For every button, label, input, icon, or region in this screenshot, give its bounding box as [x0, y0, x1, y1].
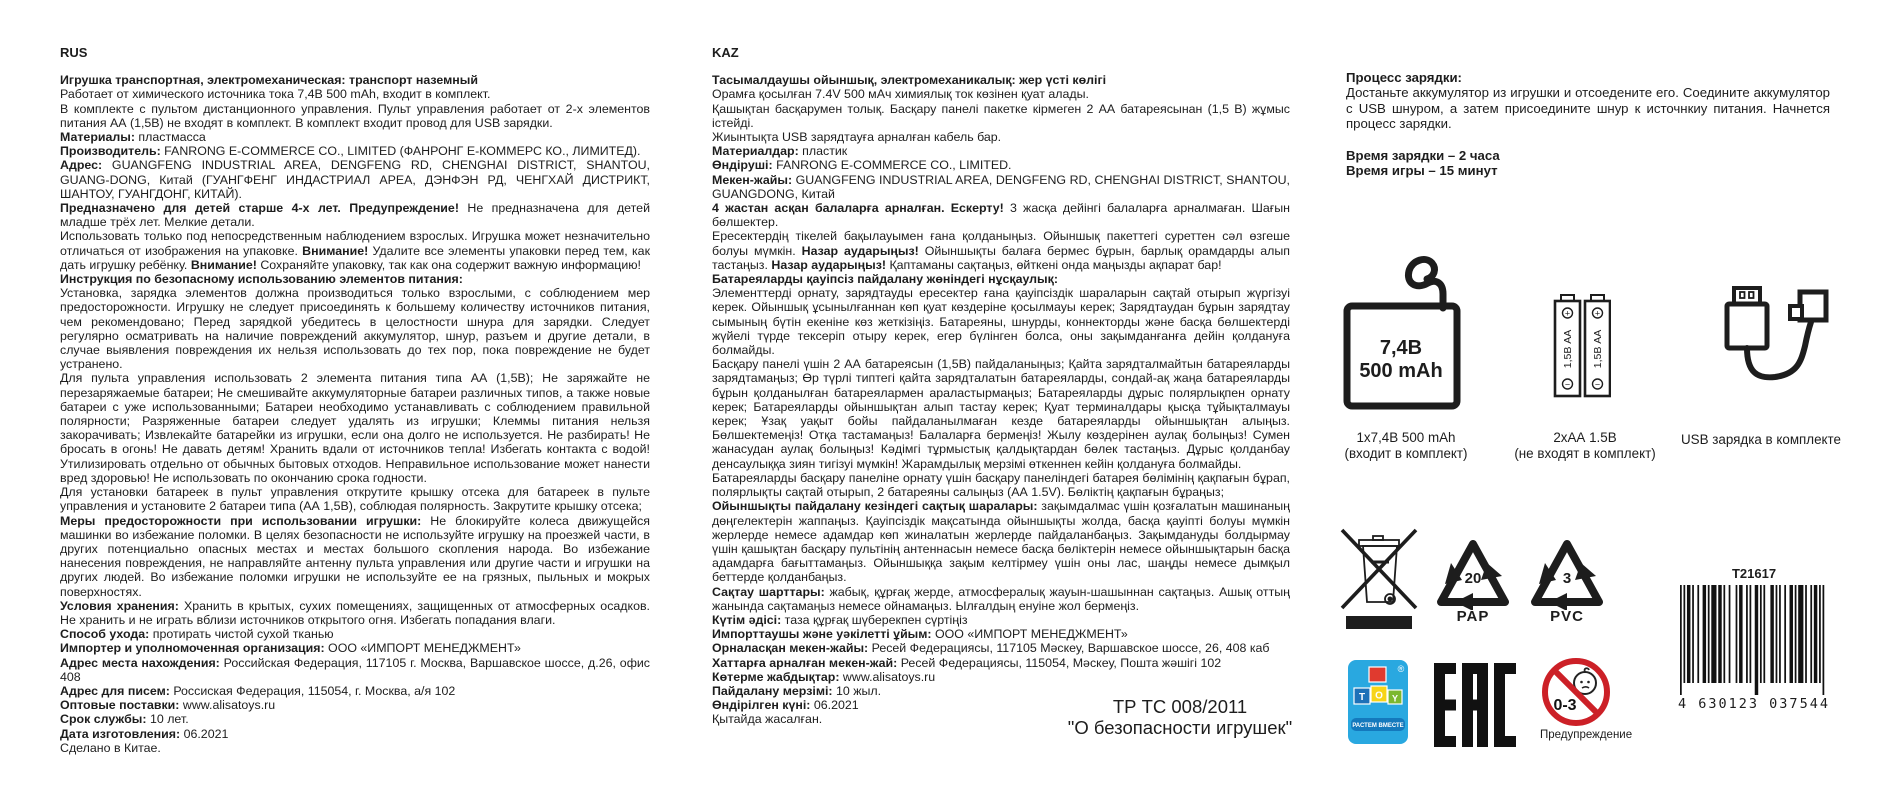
text-run: Использовать только под непосредственным наблюдением взрослых. Игрушка может незначительно отличаться от изображения на упаковке. [60, 229, 650, 258]
paragraph [712, 499, 1290, 584]
battery-pack-figure [1343, 252, 1483, 412]
text-run: Сохраняйте упаковку, так как она содержит важную информацию! [256, 257, 641, 272]
barcode-bar [1746, 585, 1748, 683]
paragraph [712, 73, 1290, 87]
barcode-bar [1708, 585, 1710, 683]
svg-text:Y: Y [1391, 693, 1399, 704]
paragraph [712, 656, 1290, 670]
paragraph [712, 670, 1290, 684]
paragraph [60, 130, 650, 144]
barcode-bar [1680, 585, 1682, 695]
text-run: Для установки батареек в пульт управления открутите крышку отсека для батареек в пульте управления и установите 2 батареи типа (АА 1,5В), соблюдая полярность. Закрутите крышку отсека; [60, 485, 650, 514]
barcode-bar [1683, 585, 1685, 683]
paragraph [60, 144, 650, 158]
barcode-bar [1723, 585, 1725, 683]
barcode-bar [1750, 585, 1752, 683]
text-run: Ресей Федерациясы, 115054, Мәскеу, Пошта жәшігі 102 [897, 655, 1222, 670]
text-run: Ресей Федерациясы, 117105 Мәскеу, Варшавское шоссе, 26, 408 каб [868, 641, 1270, 656]
aa-batteries-caption [1505, 430, 1665, 462]
recycling-pvc-number: 3 [1562, 570, 1572, 587]
bold-text-run: Көтерме жабдықтар: [712, 669, 840, 684]
barcode-code: T21617 [1731, 566, 1777, 581]
paragraph [60, 599, 650, 627]
battery-pack-caption [1328, 430, 1484, 462]
bold-text-run: Адрес: [60, 158, 103, 173]
paragraph [60, 201, 650, 229]
paragraph [60, 627, 650, 641]
paragraph [712, 144, 1290, 158]
text-run: Российская Федерация, 117105 г. Москва, Варшавское шоссе, д.26, офис 408 [60, 655, 651, 684]
crossed-out-bin-icon [1340, 528, 1418, 632]
text-run: GUANGFENG INDUSTRIAL AREA, DENGFENG RD, CHENGHAI DISTRICT, SHANTOU, GUANGDONG, Китай [712, 172, 1290, 201]
tr-tc-line2: "О безопасности игрушек" [1067, 717, 1293, 738]
barcode-bar [1760, 585, 1762, 683]
aa-batteries-figure [1553, 294, 1611, 398]
text-run: ООО «ИМПОРТ МЕНЕДЖМЕНТ» [931, 627, 1128, 642]
bold-text-run: Күтім әдісі: [712, 612, 782, 627]
text-run: FANRONG E-COMMERCE CO., LIMITED. [772, 158, 1012, 173]
barcode-bar [1810, 585, 1812, 683]
bold-text-run: Назар аударыңыз! [771, 257, 886, 272]
text-run: В комплекте с пультом дистанционного управления. Пульт управления работает от 2-х элементов питания АА (1,5В) не входят в комплект. В комплект входит провод для USB зарядки. [60, 101, 650, 130]
barcode-bar [1823, 585, 1825, 695]
paragraph [712, 471, 1290, 499]
text-run: Для пульта управления использовать 2 элемента питания типа АА (1,5В); Не заряжайте не перезаряжаемые батареи; Не смешивайте аккумуляторные батареи различных типов, а также новые батареи с уже использованными; Батареи необходимо устанавливать с соблюдением правильной полярности; Разряженные батареи следует удалять из игрушки; Клеммы питания нельзя закорачивать; Извлекайте батарейки из игрушки, если она долго не используется. Не разбирать! Не бросать в огонь! Не давать детям! Хранить вдали от источников тепла! Избегать контакта с водой! Утилизировать отдельно от обычных бытовых отходов. Неправильное использование может нанести вред здоровью! Не использовать по окончанию срока годности. [60, 371, 650, 485]
text-run: протирать чистой сухой тканью [149, 627, 334, 642]
paragraph [712, 613, 1290, 627]
barcode-bar [1770, 585, 1773, 683]
barcode-bar [1814, 585, 1817, 683]
toy-logo-figure [1348, 660, 1408, 744]
kaz-paragraphs [712, 73, 1290, 726]
paragraph [60, 229, 650, 272]
aa-caption-line2: (не входят в комплект) [1514, 445, 1656, 461]
barcode-bar [1739, 585, 1742, 683]
registered-mark: ® [1397, 664, 1405, 674]
barcode-bar [1692, 585, 1694, 683]
text-run: Қаптаманы сақтаңыз, өйткені онда маңызды ақпарат бар! [886, 257, 1222, 272]
text-run: пластик [798, 144, 848, 159]
text-run: Элементтерді орнату, зарядтауды ересектер ғана қауіпсіздік шараларын сақтай отырып жүргізуі керек. Ойыншық ұсынылғаннан көп қуат көздеріне қосылмауы керек; Зарядтаудан бұрын зарядтау сымының бүтін екеніне көз жеткізіңіз. Батареяны, шнурды, коннекторды және басқа бөлшектерді жүйелі түрде тексеріп отыру керек, егер бүлінген болса, оны зақымданғанға дейін қолдануға болмайды. [712, 286, 1290, 358]
paragraph [712, 87, 1290, 101]
paragraph [60, 102, 650, 130]
usb-cable-figure [1722, 284, 1832, 398]
text-run: www.alisatoys.ru [839, 669, 936, 684]
text-run: Батареяларды басқару панеліне орнату үшін басқару панеліндегі батарея бөлімінің қақпағын бұрап, полярлықты сақтай отырып, 2 батареяны салыңыз (АА 1.5V). Бөліктің қақпағын бұраңыз; [712, 470, 1290, 500]
minus-symbol: − [1564, 379, 1571, 390]
paragraph [60, 698, 650, 712]
bold-text-run: Меры предосторожности при использовании игрушки: [60, 513, 422, 528]
paragraph [60, 656, 650, 684]
bold-text-run: Импорттаушы және уәкілетті ұйым: [712, 627, 932, 642]
text-run: таза құрғақ шүберекпен сүртіңіз [781, 612, 968, 627]
bold-text-run: Адрес для писем: [60, 683, 170, 698]
paragraph [60, 371, 650, 485]
paragraph [712, 173, 1290, 201]
kaz-header: KAZ [712, 45, 739, 60]
text-run: ООО «ИМПОРТ МЕНЕДЖМЕНТ» [324, 641, 521, 656]
barcode-bar [1795, 585, 1797, 683]
text-run: Ойыншықты балаға бермес бұрын, барлық орамдарды алып тастаңыз. [712, 243, 1291, 272]
paragraph [60, 87, 650, 101]
bold-text-run: Тасымалдаушы ойыншық, электромеханикалық: жер үсті көлігі [712, 73, 1107, 88]
barcode-bar [1755, 585, 1758, 695]
paragraph [60, 514, 650, 599]
eac-mark-icon [1434, 663, 1516, 747]
charging-info [1346, 70, 1830, 178]
text-run: Қытайда жасалған. [712, 712, 823, 727]
text-run: Басқару панелі үшін 2 АА батареясын (1,5В) пайдаланыңыз; Қайта зарядталмайтын батареяларды зарядтамаңыз; Өр түрлі типтегі қайта зарядталатын батареяларды, сондай-ақ жаңа батареяларды бұрын қолданылған батареялармен араластырмаңыз; Батареяларды дұрыс полярлықпен орнату керек; Батареяларды ойыншықтан алып тастау керек; Қуат терминалдары қысқа тұйықталмауы керек; Ұзақ уақыт бойы пайдаланылмаған кезде батареяларды ойыншықтан алыңыз. Бөлшектемеңіз! Отқа тастамаңыз! Балаларға бермеңіз! Жылу көздерінен аулақ болыңыз! Сумен жанасудан аулақ болыңыз! Кәдімгі тұрмыстық қалдықтардан бөлек тастаңыз. Дұрыс қолданбау денсаулыққа зиян тигізуі мүмкін! Жарамдылық мерзімі өткеннен кейін қолдануға болмайды. [712, 357, 1290, 471]
paragraph [712, 286, 1290, 357]
paragraph [712, 130, 1290, 144]
bold-text-run: Инструкция по безопасному использованию элементов питания: [60, 272, 463, 287]
battery-pack-caption-line1: 1x7,4В 500 mAh [1356, 430, 1456, 445]
age-range: 0-3 [1553, 697, 1577, 714]
barcode-bar [1729, 585, 1731, 683]
bold-text-run: Пайдалану мерзімі: [712, 683, 833, 698]
paragraph [60, 73, 650, 87]
kaz-text-column [712, 46, 1290, 727]
barcode-bar [1819, 585, 1821, 683]
text-run: 10 лет. [146, 712, 189, 727]
rus-header: RUS [60, 45, 88, 60]
text-run: Ересектердің тікелей бақылауымен ғана қолданыңыз. Ойыншық пакеттегі суреттен сәл өзгеше болуы мүмкін. [712, 229, 1290, 258]
battery-pack-icon [1343, 252, 1483, 412]
recycling-pap-figure [1436, 538, 1510, 625]
bold-text-run: Адрес места нахождения: [60, 655, 220, 670]
bold-text-run: Назар аударыңыз! [801, 243, 919, 258]
text-run: 3 жасқа дейінгі балаларға арналмаған. Шағын бөлшектер. [712, 201, 1291, 230]
bold-text-run: Производитель: [60, 144, 161, 159]
bold-text-run: Дата изготовления: [60, 726, 181, 741]
paragraph [60, 272, 650, 286]
paragraph [60, 641, 650, 655]
barcode-bar [1703, 585, 1706, 683]
aa-caption-line1: 2xАА 1.5В [1553, 430, 1617, 445]
paragraph [60, 712, 650, 726]
text-run: Россиская Федерация, 115054, г. Москва, а/я 102 [169, 683, 456, 698]
paragraph [60, 684, 650, 698]
barcode-bar [1790, 585, 1793, 683]
svg-text:О: О [1375, 690, 1383, 702]
bold-text-run: Импортер и уполномоченная организация: [60, 641, 325, 656]
rus-paragraphs [60, 73, 650, 755]
bold-text-run: Өндірілген күні: [712, 698, 811, 713]
text-run: Удалите все элементы упаковки перед тем, как дать игрушку ребёнку. [60, 243, 650, 272]
text-run: www.alisatoys.ru [179, 698, 276, 713]
paragraph [712, 585, 1290, 613]
text-run: Не предназначена для детей младше трёх лет. Мелкие детали. [60, 201, 650, 230]
battery-pack-voltage: 7,4В [1379, 337, 1423, 359]
paragraph [712, 641, 1290, 655]
bold-text-run: Өндіруші: [712, 158, 773, 173]
charging-body: Достаньте аккумулятор из игрушки и отсоедените его. Соедините аккумулятор с USB шнуром, а затем присоедините шнур к источнкиу питания. Начнется процесс зарядки. [1346, 85, 1830, 132]
barcode-bar [1805, 585, 1807, 683]
rus-text-column [60, 46, 650, 755]
bold-text-run: Игрушка транспортная, электромеханическая: транспорт наземный [60, 73, 478, 88]
bold-text-run: Орналасқан мекен-жайы: [712, 641, 869, 656]
recycling-pvc-material: PVC [1550, 608, 1584, 625]
text-run: Жиынтықта USB зарядтауға арналған кабель бар. [712, 130, 1002, 145]
paragraph [712, 627, 1290, 641]
bold-text-run: Ойыншықты пайдалану кезіндегі сақтық шаралары: [712, 499, 1038, 514]
barcode-bar [1784, 585, 1786, 683]
svg-text:Т: Т [1358, 692, 1366, 703]
battery-pack-caption-line2: (входит в комплект) [1344, 445, 1468, 461]
ean13-barcode [1678, 585, 1828, 695]
text-run: 10 жыл. [832, 683, 882, 698]
tr-tc-certification-text [1030, 696, 1330, 738]
play-time: Время игры – 15 минут [1346, 163, 1498, 179]
paragraph [712, 229, 1290, 272]
text-run: Не блокируйте колеса движущейся машинки во избежание поломки. В целях безопасности не используйте игрушку на проезжей части, в других потенциально опасных местах и местах большого скопления народа. Во избежание нанесения повреждения, не направляйте антенну пульта управления или другие части и игрушки на других людей. Во избежание поломки игрушки не используйте ее на грязных, пыльных и мокрых поверхностях. [60, 513, 650, 599]
bold-text-run: 4 жастан асқан балаларға арналған. Ескерту! [712, 201, 1004, 216]
eac-mark-figure [1434, 663, 1516, 747]
aa-cell-label: 1,5В АА [1592, 329, 1604, 369]
barcode-block [1678, 566, 1830, 712]
text-run: Установка, зарядка элементов должна производиться только взрослыми, с соблюдением мер предосторожности. Игрушку не следует присоединять к большему количеству источников питания, чем рекомендовано; Перед зарядкой убедитесь в целостности шнура для зарядки. Следует регулярно осматривать на наличие повреждений аккумулятор, шнур, разъем и другие детали, в случае выявления повреждения их нельзя использовать до тех пор, пока повреждение не будет устранено. [60, 286, 650, 372]
recycling-pvc-figure [1530, 538, 1604, 625]
bold-text-run: Мекен-жайы: [712, 172, 793, 187]
bold-text-run: Условия хранения: [60, 598, 179, 613]
paragraph [60, 485, 650, 513]
text-run: пластмасса [134, 130, 206, 145]
bold-text-run: Хаттарға арналған мекен-жай: [712, 655, 898, 670]
bold-text-run: Материалдар: [712, 144, 799, 159]
bold-text-run: Материалы: [60, 130, 135, 145]
text-run: Хранить в крытых, сухих помещениях, защищенных от атмосферных осадков. Не хранить и не играть вблизи источников открытого огня. Избегать попадания влаги. [60, 598, 650, 627]
text-run: FANRONG E-COMMERCE CO., LIMITED (ФАНРОНГ Е-КОММЕРС КО., ЛИМИТЕД). [160, 144, 641, 159]
minus-symbol: − [1594, 379, 1601, 390]
paragraph [712, 272, 1290, 286]
usb-cable-caption [1672, 432, 1850, 448]
barcode-bar [1798, 585, 1803, 683]
aa-batteries-icon [1553, 294, 1611, 398]
text-run: Работает от химического источника тока 7,4В 500 mAh, входит в комплект. [60, 87, 491, 102]
bold-text-run: Срок службы: [60, 712, 147, 727]
barcode-bar [1736, 585, 1738, 683]
paragraph [712, 102, 1290, 130]
no-children-0-3-icon [1540, 656, 1612, 728]
bold-text-run: Батареяларды қауіпсіз пайдалану жөніндегі нұсқаулық: [712, 272, 1058, 287]
barcode-bar [1718, 585, 1721, 683]
bold-text-run: Внимание! [302, 243, 369, 258]
text-run: GUANGFENG INDUSTRIAL AREA, DENGFENG RD, CHENGHAI DISTRICT, SHANTOU, GUANG-DONG, Китай (ГУАНГФЕНГ ИНДАСТРИАЛ АРЕА, ДЭНФЭН РД, ЧЕНГХАЙ ДИСТРИКТ, ШАНТОУ, ГУАНГДОНГ, КИТАЙ). [60, 158, 650, 201]
paragraph [60, 158, 650, 201]
barcode-bar [1763, 585, 1765, 683]
bold-text-run: Сақтау шарттары: [712, 584, 825, 599]
text-run: жабық, құрғақ жерде, атмосфералық жауын-шашыннан сақтаңыз. Ашық оттың жанында сақтамаңыз немесе ойнамаңыз. Ылғалдың енуіне жол бермеңіз. [712, 584, 1290, 613]
paragraph [60, 727, 650, 741]
bold-text-run: Предназначено для детей старше 4-х лет. Предупреждение! [60, 201, 459, 216]
battery-pack-capacity: 500 mAh [1359, 360, 1443, 382]
crossed-bin-figure [1340, 528, 1418, 632]
recycling-pap-material: PAP [1456, 608, 1490, 625]
text-run: 06.2021 [180, 726, 229, 741]
paragraph [60, 741, 650, 755]
paragraph [712, 357, 1290, 471]
charging-title: Процесс зарядки: [1346, 70, 1462, 85]
text-run: Қашықтан басқарумен толық. Басқару панелі пакетке кірмеген 2 АА батареясынан (1,5 В) жұмыс істейді. [712, 101, 1290, 130]
paragraph [712, 158, 1290, 172]
recycling-pap-number: 20 [1464, 570, 1482, 587]
rastem-vmeste-toy-logo [1348, 660, 1408, 744]
aa-cell-label: 1,5В АА [1562, 329, 1574, 369]
bold-text-run: Внимание! [190, 257, 257, 272]
bold-text-run: Оптовые поставки: [60, 698, 180, 713]
bold-text-run: Способ ухода: [60, 627, 150, 642]
barcode-bar [1697, 585, 1699, 683]
plus-symbol: + [1594, 308, 1601, 319]
toy-logo-banner: РАСТЕМ ВМЕСТЕ [1352, 723, 1404, 729]
plus-symbol: + [1564, 308, 1571, 319]
charge-time: Время зарядки – 2 часа [1346, 147, 1500, 163]
usb-caption-line: USB зарядка в комплекте [1681, 432, 1841, 447]
usb-cable-icon [1722, 284, 1832, 398]
barcode-bar [1711, 585, 1716, 683]
paragraph [60, 286, 650, 371]
tr-tc-line1: ТР ТС 008/2011 [1112, 696, 1248, 717]
age-warning-label: Предупреждение [1540, 729, 1633, 741]
barcode-bar [1687, 585, 1690, 683]
age-warning-figure [1540, 656, 1633, 741]
text-run: 06.2021 [810, 698, 859, 713]
text-run: Сделано в Китае. [60, 740, 161, 755]
barcode-digits: 4 630123 037544 [1678, 696, 1830, 712]
paragraph [712, 201, 1290, 229]
barcode-bar [1779, 585, 1781, 683]
barcode-bar [1776, 585, 1778, 683]
text-run: зақымдалмас үшін қозғалатын машинаның дөңгелектерін жаппаңыз. Қауіпсіздік мақсатында ойыншықты жолда, басқа қауіпті болуы мүмкін жерлерде немесе адамдар көп жиналатын жерлерде пайдаланбаңыз. Зақымдануды болдырмау үшін қашықтан басқару пультінің антеннасын немесе басқа бөліктерін немесе ойыншықтарын басқа адамдарға бағыттамаңыз. Ойыншыққа зақым келтірмеу үшін оны лас, шаңды немесе дымқыл беттерде қолданбаңыз. [712, 499, 1290, 585]
text-run: Орамға қосылған 7.4V 500 мАч химиялық ток көзінен қуат алады. [712, 87, 1089, 102]
